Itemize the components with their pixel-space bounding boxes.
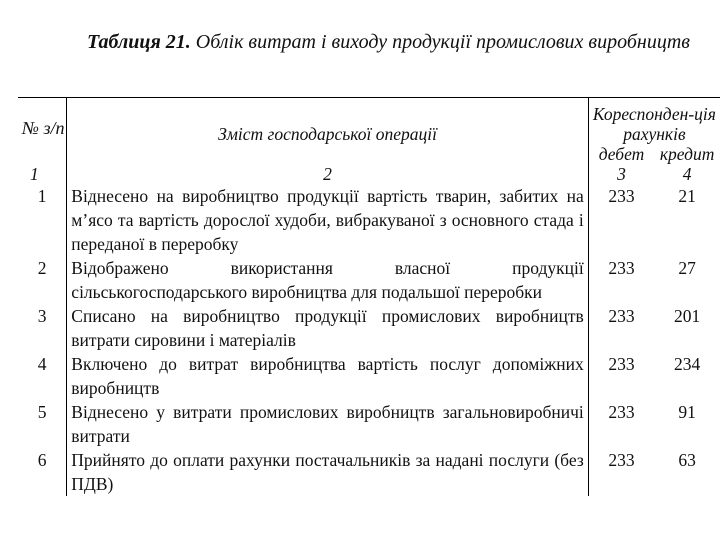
row-debit: 233 (608, 354, 635, 374)
row-debit: 233 (608, 258, 635, 278)
header-debit: дебет (598, 144, 645, 164)
table-caption-text: Облік витрат і виходу продукції промислових виробництв (195, 31, 690, 53)
row-credit: 91 (678, 402, 696, 422)
row-debit: 233 (608, 402, 635, 422)
row-content: Включено до витрат виробництва вартість послуг допоміжних виробництв (67, 352, 588, 400)
header-credit: кредит (659, 144, 715, 164)
row-credit: 201 (674, 306, 701, 326)
row-content: Списано на виробництво продукції промислових виробництв витрати сировини і матеріалів (67, 304, 588, 352)
row-content: Прийнято до оплати рахунки постачальників за надані послуги (без ПДВ) (67, 448, 588, 496)
row-credit: 27 (678, 258, 696, 278)
row-content: Віднесено на виробництво продукції вартість тварин, забитих на м’ясо та вартість дорослої худоби, вибракуваної з основного стада і переданої в переробку (67, 184, 588, 256)
row-content: Відображено використання власної продукції сільськогосподарського виробництва для подальшої переробки (67, 256, 588, 304)
column-index-1: 1 (18, 164, 67, 184)
row-content: Віднесено у витрати промислових виробництв загальновиробничі витрати (67, 400, 588, 448)
table-caption-label: Таблиця 21. (87, 31, 191, 53)
header-row (18, 98, 720, 145)
table-row (18, 352, 720, 400)
column-index-3: 3 (617, 164, 626, 184)
row-number: 5 (18, 400, 67, 448)
row-credit: 21 (678, 186, 696, 206)
row-debit: 233 (608, 450, 635, 470)
row-debit: 233 (608, 306, 635, 326)
header-correspondence: Кореспонден-ція рахунків (592, 104, 716, 144)
table-row (18, 448, 720, 496)
row-number: 2 (18, 256, 67, 304)
row-credit: 234 (674, 354, 701, 374)
row-number: 1 (18, 184, 67, 256)
table-row (18, 304, 720, 352)
row-number: 6 (18, 448, 67, 496)
row-debit: 233 (608, 186, 635, 206)
column-index-row (18, 164, 720, 184)
column-index-4: 4 (682, 164, 692, 184)
header-content: Зміст господарської операції (67, 98, 588, 165)
table-caption (55, 28, 695, 56)
operations-table (18, 97, 720, 496)
header-number: № з/п (18, 98, 67, 165)
table-row (18, 400, 720, 448)
column-index-2: 2 (67, 164, 588, 184)
row-number: 4 (18, 352, 67, 400)
row-number: 3 (18, 304, 67, 352)
table-row (18, 184, 720, 256)
table-row (18, 256, 720, 304)
row-credit: 63 (678, 450, 696, 470)
